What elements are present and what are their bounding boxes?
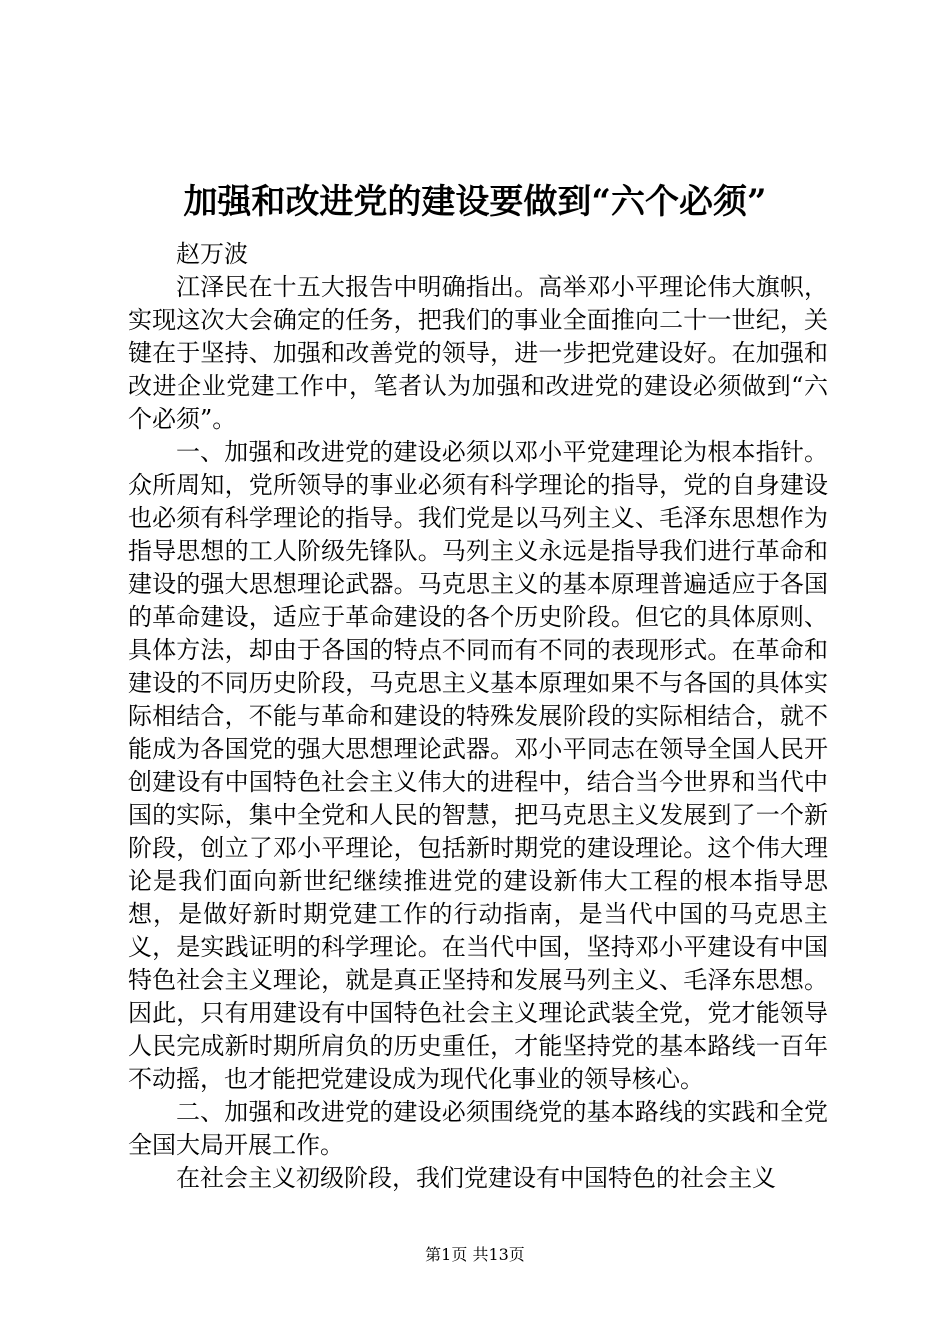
paragraph-section-two-body: 在社会主义初级阶段，我们党建设有中国特色的社会主义: [176, 1164, 776, 1192]
paragraph-section-two-heading: 二、加强和改进党的建设必须围绕党的基本路线的实践和全党全国大局开展工作。: [128, 1098, 828, 1159]
document-body: [128, 238, 828, 1195]
author-line: 赵万波: [176, 240, 248, 268]
document-title: 加强和改进党的建设要做到“六个必须”: [183, 182, 767, 222]
paragraph-section-one: 一、加强和改进党的建设必须以邓小平党建理论为根本指针。众所周知，党所领导的事业必须有科学理论的指导，党的自身建设也必须有科学理论的指导。我们党是以马列主义、毛泽东思想作为指导思想的工人阶级先锋队。马列主义永远是指导我们进行革命和建设的强大思想理论武器。马克思主义的基本原理普遍适应于各国的革命建设，适应于革命建设的各个历史阶段。但它的具体原则、具体方法，却由于各国的特点不同而有不同的表现形式。在革命和建设的不同历史阶段，马克思主义基本原理如果不与各国的具体实际相结合，不能与革命和建设的特殊发展阶段的实际相结合，就不能成为各国党的强大思想理论武器。邓小平同志在领导全国人民开创建设有中国特色社会主义伟大的进程中，结合当今世界和当代中国的实际，集中全党和人民的智慧，把马克思主义发展到了一个新阶段，创立了邓小平理论，包括新时期党的建设理论。这个伟大理论是我们面向新世纪继续推进党的建设新伟大工程的根本指导思想，是做好新时期党建工作的行动指南，是当代中国的马克思主义，是实践证明的科学理论。在当代中国，坚持邓小平建设有中国特色社会主义理论，就是真正坚持和发展马列主义、毛泽东思想。因此，只有用建设有中国特色社会主义理论武装全党，党才能领导人民完成新时期所肩负的历史重任，才能坚持党的基本路线一百年不动摇，也才能把党建设成为现代化事业的领导核心。: [128, 438, 828, 1093]
page-number-footer: 第1页 共13页: [425, 1245, 525, 1264]
paragraph-intro: 江泽民在十五大报告中明确指出。高举邓小平理论伟大旗帜，实现这次大会确定的任务，把我们的事业全面推向二十一世纪，关键在于坚持、加强和改善党的领导，进一步把党建设好。在加强和改进企业党建工作中，笔者认为加强和改进党的建设必须做到“六个必须”。: [128, 273, 828, 433]
